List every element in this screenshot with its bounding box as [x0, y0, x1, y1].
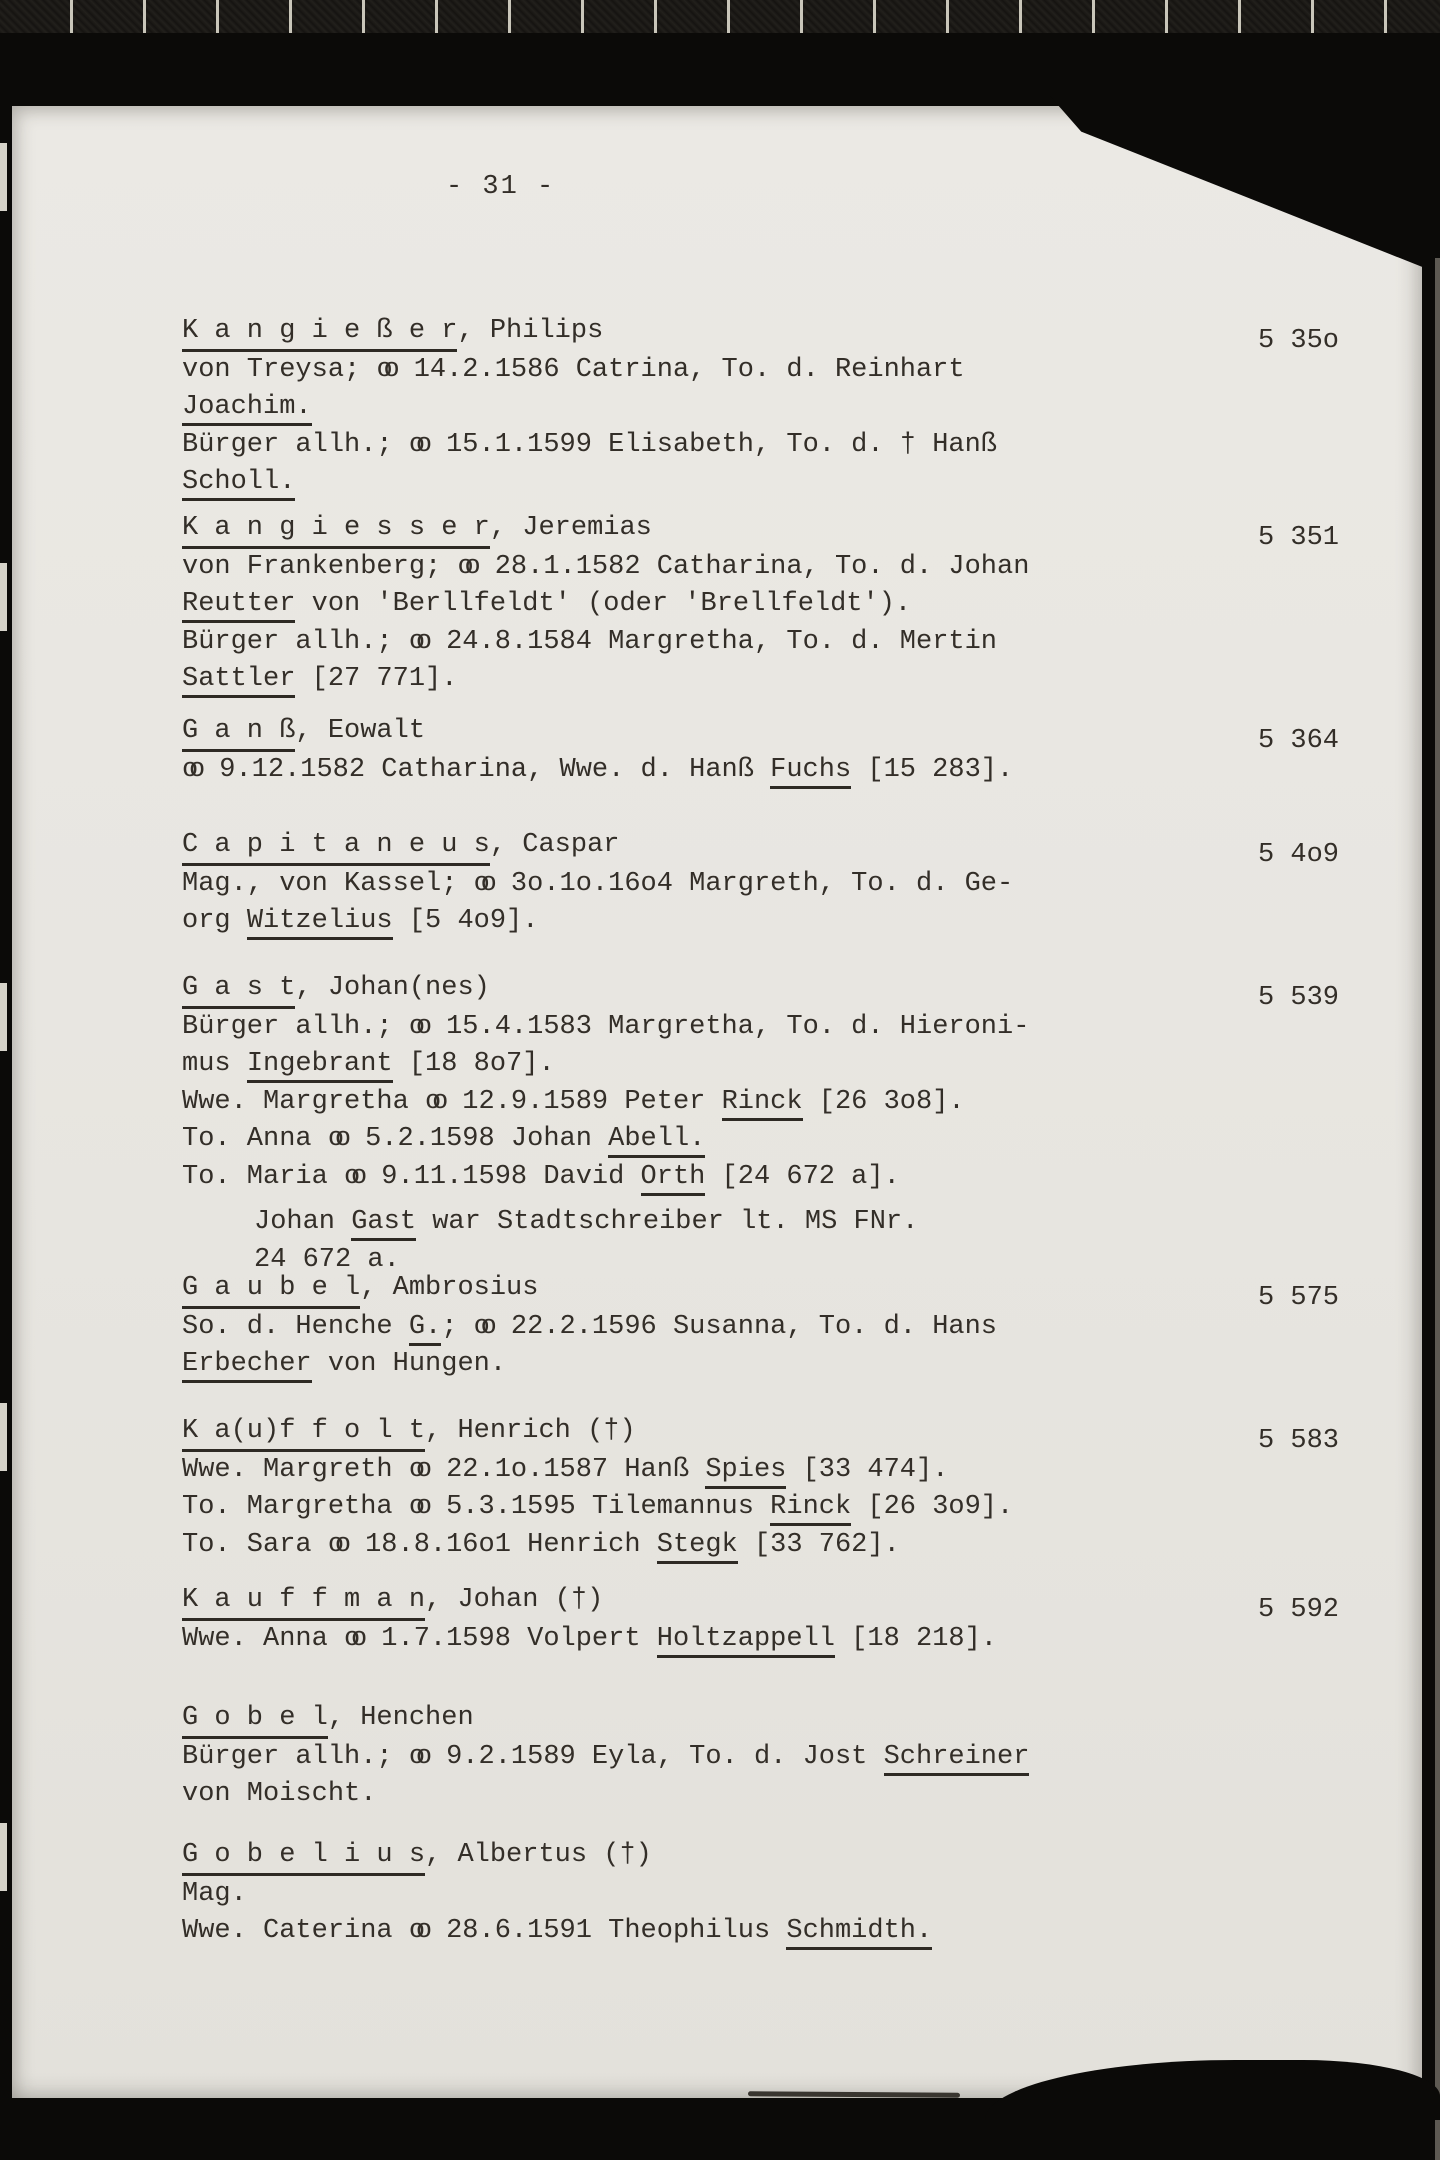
- entry-surname: C a p i t a n e u s: [182, 830, 490, 866]
- entry-line: Reutter von 'Berllfeldt' (oder 'Brellfeldt').: [182, 586, 1382, 624]
- register-entry: [182, 1270, 1382, 1384]
- register-entry: [182, 1837, 1382, 1951]
- entry-line: Bürger allh.; oo 9.2.1589 Eyla, To. d. Jost Schreiner: [182, 1739, 1382, 1777]
- entry-line: von Frankenberg; oo 28.1.1582 Catharina, To. d. Johan: [182, 551, 1030, 582]
- entry-line: Erbecher von Hungen.: [182, 1346, 1382, 1384]
- entry-line: Wwe. Margreth oo 22.1o.1587 Hanß Spies [33 474].: [182, 1452, 1382, 1490]
- entry-ref-number: 5 35o: [1258, 326, 1340, 356]
- marriage-symbol: oo: [457, 551, 472, 582]
- entry-surname: K a n g i e s s e r: [182, 513, 490, 549]
- entry-name-rest: , Ambrosius: [360, 1273, 539, 1303]
- entry-ref-number: 5 364: [1258, 726, 1340, 756]
- entry-heading: [182, 313, 1382, 356]
- marriage-symbol: oo: [408, 1916, 423, 1946]
- register-entry: [182, 1700, 1382, 1814]
- marriage-symbol: oo: [344, 1623, 359, 1654]
- marriage-symbol: oo: [473, 1311, 488, 1342]
- marriage-symbol: oo: [182, 754, 197, 785]
- entry-surname: G o b e l i u s: [182, 1840, 425, 1876]
- entry-heading: [182, 713, 1382, 756]
- entry-surname: G o b e l: [182, 1703, 328, 1739]
- register-entry: [182, 713, 1382, 789]
- entry-line: oo 9.12.1582 Catharina, Wwe. d. Hanß Fuchs [15 283].: [182, 752, 1382, 790]
- entry-line: To. Anna oo 5.2.1598 Johan Abell.: [182, 1121, 1382, 1159]
- entry-ref-number: 5 583: [1258, 1426, 1340, 1456]
- entry-surname: K a n g i e ß e r: [182, 316, 457, 352]
- underlined-name: Scholl.: [182, 467, 295, 501]
- entry-name-rest: , Albertus (†): [425, 1840, 652, 1870]
- entry-ref-number: 5 351: [1258, 523, 1340, 553]
- register-entry: [182, 970, 1382, 1279]
- entry-name-rest: , Eowalt: [295, 716, 426, 746]
- underlined-name: Erbecher: [182, 1349, 312, 1383]
- entry-ref-number: 5 539: [1258, 983, 1340, 1013]
- register-entry: [182, 1582, 1382, 1658]
- underlined-name: Orth: [641, 1162, 706, 1196]
- underlined-name: Ingebrant: [247, 1049, 393, 1083]
- entry-name-rest: , Philips: [457, 316, 604, 346]
- entry-line: Bürger allh.; oo 15.1.1599 Elisabeth, To. d. † Hanß: [182, 429, 997, 460]
- entry-surname: K a(u)f f o l t: [182, 1416, 425, 1452]
- entry-line: Mag., von Kassel; oo 3o.1o.16o4 Margreth, To. d. Ge-: [182, 868, 1014, 899]
- entry-line: org Witzelius [5 4o9].: [182, 903, 1382, 941]
- underlined-name: G.: [409, 1312, 441, 1346]
- marriage-symbol: oo: [327, 1529, 342, 1560]
- marriage-symbol: oo: [344, 1161, 359, 1192]
- entry-line: To. Maria oo 9.11.1598 David Orth [24 672 a].: [182, 1159, 1382, 1197]
- marriage-symbol: oo: [408, 429, 423, 460]
- register-entry: [182, 313, 1382, 502]
- page-number: - 31 -: [446, 172, 556, 202]
- underlined-name: Rinck: [770, 1492, 851, 1526]
- entry-name-rest: , Henrich (†): [425, 1416, 636, 1446]
- entry-line: [182, 464, 1382, 502]
- entry-name-rest: , Johan(nes): [295, 973, 490, 1003]
- entry-line: Wwe. Anna oo 1.7.1598 Volpert Holtzappell [18 218].: [182, 1621, 1382, 1659]
- entry-heading: [182, 1700, 1382, 1738]
- underlined-name: Holtzappell: [657, 1624, 835, 1658]
- entry-ref-number: 5 4o9: [1258, 840, 1340, 870]
- entry-line: mus Ingebrant [18 8o7].: [182, 1046, 1382, 1084]
- entry-surname: G a n ß: [182, 716, 295, 752]
- entry-ref-number: 5 592: [1258, 1595, 1340, 1625]
- underlined-name: Schreiner: [884, 1742, 1030, 1776]
- entry-heading: [182, 1270, 1382, 1313]
- marriage-symbol: oo: [376, 354, 391, 385]
- marriage-symbol: oo: [408, 1492, 423, 1522]
- underlined-name: Abell.: [608, 1124, 705, 1158]
- underlined-name: Sattler: [182, 664, 295, 698]
- entry-ref-number: 5 575: [1258, 1283, 1340, 1313]
- entry-line: To. Margretha oo 5.3.1595 Tilemannus Rinck [26 3o9].: [182, 1489, 1382, 1527]
- entry-line: von Treysa; oo 14.2.1586 Catrina, To. d. Reinhart: [182, 354, 965, 385]
- register-entry: [182, 827, 1382, 941]
- entry-surname: G a u b e l: [182, 1273, 360, 1309]
- entry-name-rest: , Caspar: [489, 830, 620, 860]
- underlined-name: Rinck: [722, 1087, 803, 1121]
- entry-surname: G a s t: [182, 973, 295, 1009]
- entry-line: So. d. Henche G.; oo 22.2.1596 Susanna, To. d. Hans: [182, 1309, 1382, 1347]
- underlined-name: Stegk: [657, 1530, 738, 1564]
- entry-line: Wwe. Margretha oo 12.9.1589 Peter Rinck [26 3o8].: [182, 1084, 1382, 1122]
- entry-name-rest: , Johan (†): [425, 1585, 604, 1615]
- marriage-symbol: oo: [408, 1454, 423, 1485]
- entry-surname: K a u f f m a n: [182, 1585, 425, 1621]
- entry-line: Wwe. Caterina oo 28.6.1591 Theophilus Schmidth.: [182, 1913, 1382, 1951]
- underlined-name: Fuchs: [770, 755, 851, 789]
- underlined-name: Joachim.: [182, 392, 312, 426]
- entry-name-rest: , Henchen: [327, 1703, 474, 1733]
- entry-heading: [182, 827, 1382, 870]
- entry-line: Bürger allh.; oo 24.8.1584 Margretha, To. d. Mertin: [182, 626, 997, 657]
- entry-line: Sattler [27 771].: [182, 661, 1382, 699]
- entry-name-rest: , Jeremias: [489, 513, 652, 543]
- marriage-symbol: oo: [408, 1741, 423, 1772]
- register-entry: [182, 1413, 1382, 1564]
- marriage-symbol: oo: [408, 626, 423, 657]
- underlined-name: Gast: [351, 1207, 416, 1241]
- entry-heading: [182, 1582, 1382, 1625]
- marriage-symbol: oo: [425, 1086, 440, 1117]
- underlined-name: Spies: [705, 1455, 786, 1489]
- entry-note-line: Johan Gast war Stadtschreiber lt. MS FNr.: [182, 1204, 1382, 1242]
- register-entry: [182, 510, 1382, 699]
- entry-note-line: 24 672 a.: [254, 1244, 400, 1275]
- entry-heading: [182, 970, 1382, 1013]
- marriage-symbol: oo: [408, 1011, 423, 1042]
- underlined-name: Witzelius: [247, 906, 393, 940]
- marriage-symbol: oo: [327, 1124, 342, 1154]
- entry-line: To. Sara oo 18.8.16o1 Henrich Stegk [33 762].: [182, 1527, 1382, 1565]
- entry-line: Mag.: [182, 1878, 247, 1909]
- entry-heading: [182, 1413, 1382, 1456]
- marriage-symbol: oo: [473, 868, 488, 899]
- entry-line: Bürger allh.; oo 15.4.1583 Margretha, To. d. Hieroni-: [182, 1011, 1030, 1042]
- entry-line: von Moischt.: [182, 1779, 377, 1809]
- underlined-name: Schmidth.: [786, 1916, 932, 1950]
- underlined-name: Reutter: [182, 589, 295, 623]
- entry-heading: [182, 1837, 1382, 1875]
- entry-line: [182, 389, 1382, 427]
- entry-heading: [182, 510, 1382, 553]
